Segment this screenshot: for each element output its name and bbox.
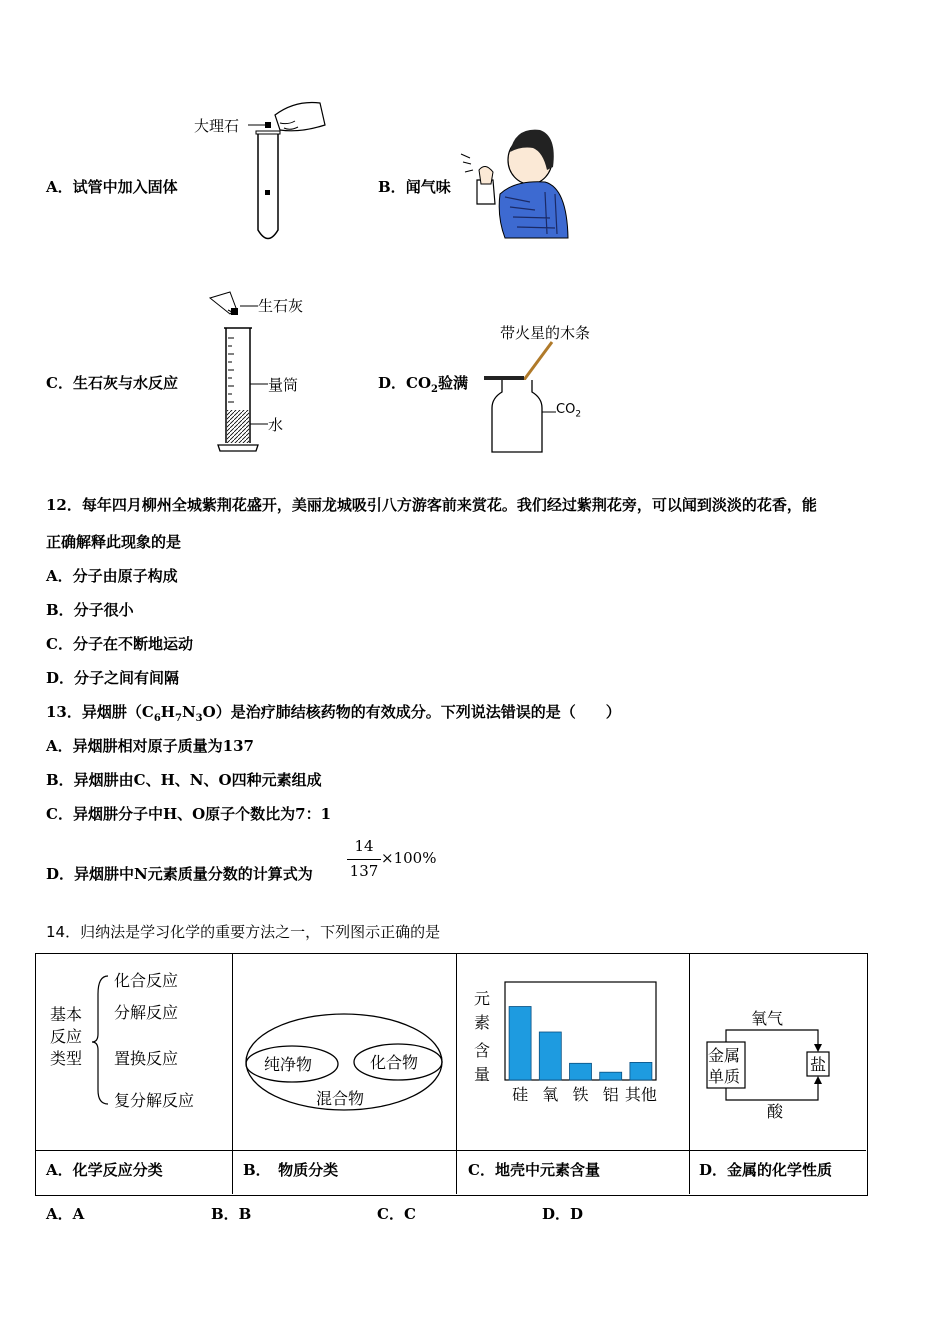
option-letter: C． <box>46 374 73 392</box>
water-fill <box>227 410 249 443</box>
co2-label: $CO_2$ <box>556 402 582 420</box>
cell-a-label: A．化学反应分类 <box>46 1161 163 1179</box>
x-tick-label: 铝 <box>602 1085 619 1104</box>
scale-marks <box>228 338 234 402</box>
brace-icon <box>92 976 108 1104</box>
option-letter: D． <box>378 374 407 392</box>
q13-option-c: C．异烟肼分子中H、O原子个数比为7：1 <box>46 805 332 823</box>
q12-option-a: A．分子由原子构成 <box>46 567 178 585</box>
q12-option-b: B．分子很小 <box>46 601 134 619</box>
marble-bottom <box>265 190 270 195</box>
cell-d-label: D．金属的化学性质 <box>699 1161 833 1179</box>
bar-2 <box>570 1063 592 1080</box>
metal-label: 金属 <box>708 1046 741 1065</box>
q12-stem-line2: 正确解释此现象的是 <box>46 533 182 551</box>
reaction-item: 化合反应 <box>114 971 179 990</box>
q12-stem-line1: 12．每年四月柳州全城紫荆花盛开，美丽龙城吸引八方游客前来赏花。我们经过紫荆花旁，可以闻到淡淡的花香，能 <box>46 496 817 514</box>
mixture-label: 混合物 <box>316 1089 365 1108</box>
metal-property-diagram <box>691 954 866 1150</box>
water-label: 水 <box>268 416 284 434</box>
y-axis-label: 素 <box>474 1013 491 1032</box>
reaction-type-diagram <box>36 954 232 1150</box>
boy-smelling-figure <box>455 122 575 240</box>
y-axis-label: 量 <box>474 1065 491 1084</box>
tube-rim <box>256 131 280 134</box>
q13-option-d: D．异烟肼中N元素质量分数的计算式为 <box>46 865 313 883</box>
quicklime-label: 生石灰 <box>258 297 304 315</box>
arrow-head-icon <box>814 1044 822 1052</box>
q11-option-b <box>378 176 451 197</box>
marble-in-hand <box>265 122 271 128</box>
x-tick-label: 硅 <box>512 1085 529 1104</box>
y-axis-label: 元 <box>474 989 491 1008</box>
q14-option-c: C．C <box>377 1205 416 1223</box>
cylinder-base <box>218 445 258 451</box>
q13-stem: 13．异烟肼$(C_6H_7N_3O)$是治疗肺结核药物的有效成分。下列说法错误的是（ ） <box>46 703 621 724</box>
arrow-head-icon <box>814 1076 822 1084</box>
bar-3 <box>600 1072 622 1080</box>
reaction-item: 分解反应 <box>114 1003 179 1022</box>
option-text: 闻气味 <box>405 178 451 196</box>
q11-option-d <box>378 372 468 395</box>
x-tick-label: 其他 <box>624 1085 657 1104</box>
cylinder-label: 量筒 <box>268 376 299 394</box>
fraction-numerator: 14 <box>354 837 374 855</box>
q12-option-c: C．分子在不断地运动 <box>46 635 193 653</box>
cell-c-label: C．地壳中元素含量 <box>468 1161 600 1179</box>
reaction-item: 置换反应 <box>114 1049 179 1068</box>
group-label: 类型 <box>50 1049 83 1068</box>
bottle-outline <box>492 380 542 452</box>
hand-icon <box>479 166 493 184</box>
q11-option-c <box>46 372 178 393</box>
tube-outline <box>258 133 278 239</box>
graduated-cylinder-figure <box>206 288 270 456</box>
group-label: 基本 <box>50 1005 83 1024</box>
salt-label: 盐 <box>810 1055 827 1074</box>
bar-0 <box>509 1007 531 1081</box>
cell-b-label: B． 物质分类 <box>243 1161 339 1179</box>
option-text: 生石灰与水反应 <box>72 374 178 392</box>
q14-stem: 14．归纳法是学习化学的重要方法之一，下列图示正确的是 <box>46 923 441 941</box>
q14-option-d: D．D <box>542 1205 584 1223</box>
compound-label: 化合物 <box>370 1053 419 1072</box>
q13-option-a: A．异烟肼相对原子质量为137 <box>46 737 254 755</box>
q14-option-a: A．A <box>46 1205 85 1223</box>
oxygen-label: 氧气 <box>751 1009 784 1028</box>
fraction-bar <box>347 859 381 860</box>
q14-figure-table <box>35 953 868 1196</box>
option-text: CO <box>406 374 432 392</box>
option-subscript: 2 <box>431 384 438 395</box>
reaction-item: 复分解反应 <box>114 1091 195 1110</box>
hand-icon <box>275 103 325 131</box>
option-letter: A． <box>46 178 73 196</box>
test-tube-figure <box>240 95 340 245</box>
option-letter: B． <box>378 178 406 196</box>
option-text: 试管中加入固体 <box>72 178 178 196</box>
fraction-denominator: 137 <box>349 862 379 880</box>
acid-label: 酸 <box>767 1102 784 1121</box>
q12-option-d: D．分子之间有间隔 <box>46 669 180 687</box>
glowing-splint-label: 带火星的木条 <box>500 324 591 342</box>
x-tick-label: 铁 <box>572 1085 589 1104</box>
fraction-tail: ×100% <box>381 849 437 867</box>
x-tick-label: 氧 <box>542 1085 559 1104</box>
y-axis-label: 含 <box>474 1041 491 1060</box>
element-content-chart <box>458 954 689 1150</box>
smell-waves <box>461 154 473 172</box>
glass-plate <box>484 376 524 380</box>
bar-4 <box>630 1062 652 1080</box>
quicklime-lump <box>231 308 238 315</box>
group-label: 反应 <box>50 1027 83 1046</box>
q13-option-b: B．异烟肼由C、H、N、O四种元素组成 <box>46 771 322 789</box>
marble-label: 大理石 <box>194 117 240 135</box>
q14-option-b: B．B <box>211 1205 252 1223</box>
pure-label: 纯净物 <box>264 1055 313 1074</box>
gas-bottle-figure <box>480 340 560 460</box>
substance-classification-diagram <box>234 954 456 1150</box>
metal-label: 单质 <box>708 1067 741 1086</box>
option-text: 验满 <box>438 374 469 392</box>
bar-1 <box>539 1032 561 1080</box>
q11-option-a <box>46 176 178 197</box>
